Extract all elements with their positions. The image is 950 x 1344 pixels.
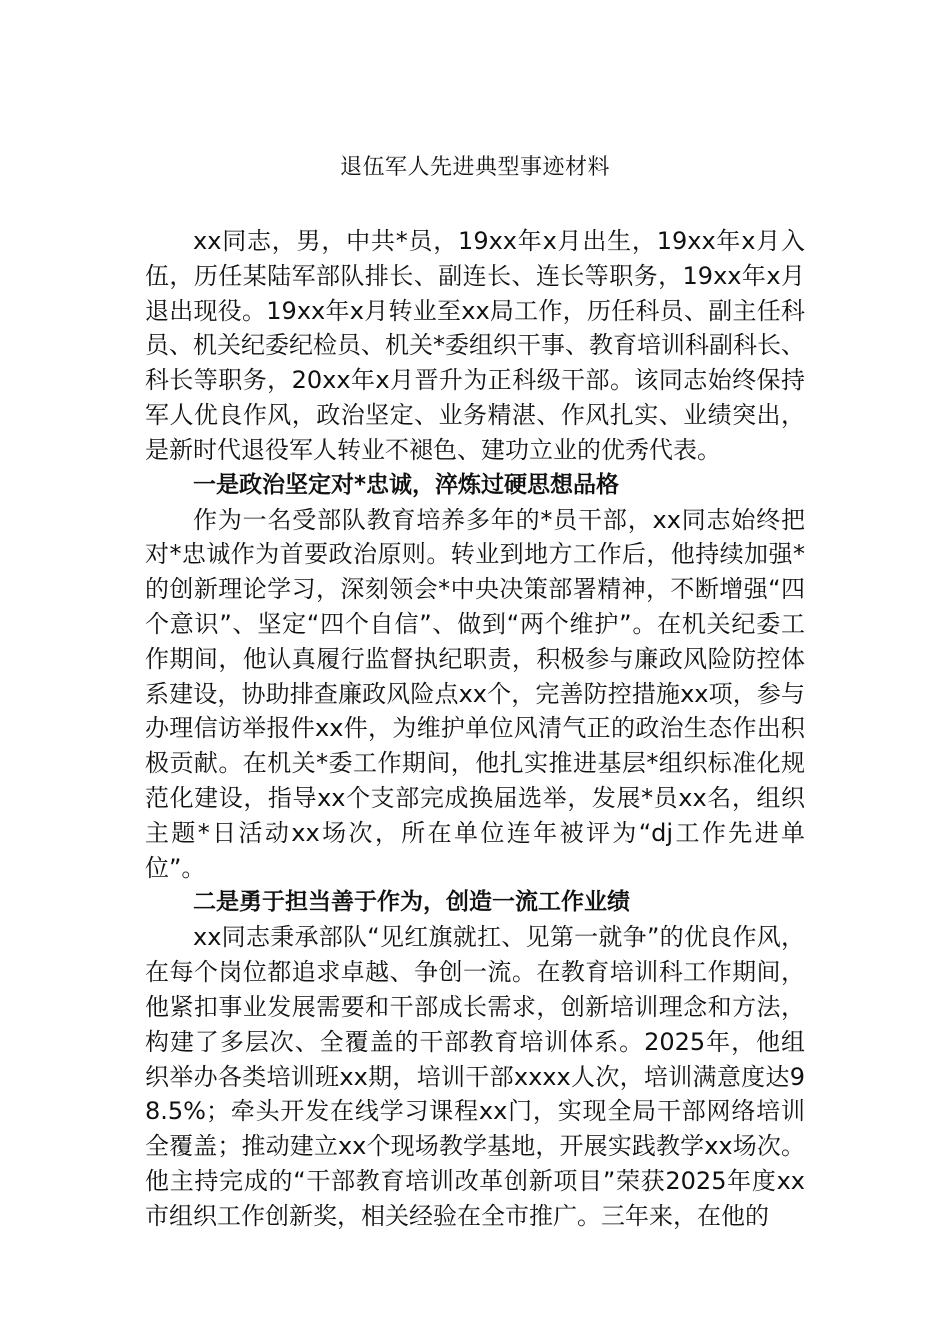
document-title: 退伍军人先进典型事迹材料 bbox=[339, 155, 610, 180]
section-heading-1: 一是政治坚定对*忠诚，淬炼过硬思想品格 bbox=[193, 471, 620, 498]
section-body-1: 作为一名受部队教育培养多年的*员干部，xx同志始终把对*忠诚作为首要政治原则。转业到地方工作后，他持续加强*的创新理论学习，深刻领会*中央决策部署精神，不断增强“四个意识”、坚定“四个自信”、做到“两个维护”。在机关纪委工作期间，他认真履行监督执纪职责，积极参与廉政风险防控体系建设，协助排查廉政风险点xx个，完善防控措施xx项，参与办理信访举报件xx件，为维护单位风清气正的政治生态作出积极贡献。在机关*委工作期间，他扎实推进基层*组织标准化规范化建设，指导xx个支部完成换届选举，发展*员xx名，组织主题*日活动xx场次，所在单位连年被评为“dj工作先进单位”。 bbox=[145, 505, 805, 882]
section-body-2: xx同志秉承部队“见红旗就扛、见第一就争”的优良作风，在每个岗位都追求卓越、争创一流。在教育培训科工作期间，他紧扣事业发展需要和干部成长需求，创新培训理念和方法，构建了多层次、全覆盖的干部教育培训体系。2025年，他组织举办各类培训班xx期，培训干部xxxx人次，培训满意度达98.5%；牵头开发在线学习课程xx门，实现全局干部网络培训全覆盖；推动建立xx个现场教学基地，开展实践教学xx场次。他主持完成的“干部教育培训改革创新项目”荣获2025年度xx市组织工作创新奖，相关经验在全市推广。三年来，在他的 bbox=[145, 923, 805, 1230]
document-page bbox=[145, 150, 805, 1234]
section-heading-2: 二是勇于担当善于作为，创造一流工作业绩 bbox=[193, 889, 630, 916]
intro-paragraph: xx同志，男，中共*员，19xx年x月出生，19xx年x月入伍，历任某陆军部队排长、副连长、连长等职务，19xx年x月退出现役。19xx年x月转业至xx局工作，历任科员、副主任科员、机关纪委纪检员、机关*委组织干事、教育培训科副科长、科长等职务，20xx年x月晋升为正科级干部。该同志始终保持军人优良作风，政治坚定、业务精湛、作风扎实、业绩突出，是新时代退役军人转业不褪色、建功立业的优秀代表。 bbox=[145, 227, 805, 464]
